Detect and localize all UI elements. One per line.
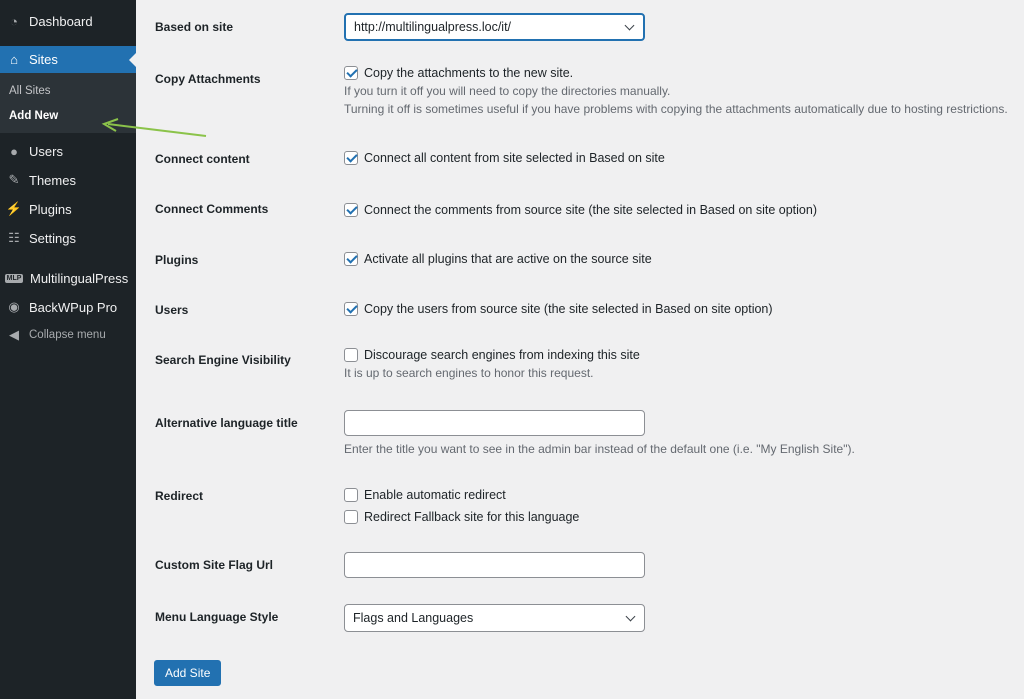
menu-label: Dashboard <box>29 13 93 29</box>
label-flag-url: Custom Site Flag Url <box>155 558 274 572</box>
label-search-visibility: Search Engine Visibility <box>155 353 291 367</box>
label-connect-content: Connect content <box>155 152 250 166</box>
label-alt-title: Alternative language title <box>155 416 298 430</box>
label-menu-style: Menu Language Style <box>155 610 279 624</box>
chevron-down-icon <box>626 611 636 621</box>
checkbox-label: Discourage search engines from indexing this site <box>364 348 640 362</box>
checkbox-label: Copy the attachments to the new site. <box>364 66 574 80</box>
description: Turning it off is sometimes useful if you have problems with copying the attachments automatically due to hosting restrictions. <box>344 102 1008 116</box>
users-checkbox[interactable] <box>344 302 358 316</box>
menu-label: Users <box>29 143 63 159</box>
submenu-add-new[interactable]: Add New <box>9 110 59 122</box>
sites-submenu <box>0 73 136 133</box>
menu-themes[interactable] <box>0 165 136 195</box>
plugins-checkbox[interactable] <box>344 252 358 266</box>
submenu-all-sites[interactable]: All Sites <box>9 85 51 97</box>
sites-icon: ⌂ <box>10 52 18 67</box>
menu-label: Themes <box>29 172 76 188</box>
chevron-down-icon <box>625 20 635 30</box>
checkbox-label: Connect all content from site selected in Based on site <box>364 151 665 165</box>
checkbox-label: Connect the comments from source site (the site selected in Based on site option) <box>364 203 818 217</box>
menu-multilingualpress[interactable] <box>0 263 136 293</box>
mlp-icon <box>3 270 25 286</box>
menu-settings[interactable] <box>0 223 136 253</box>
redirect-fallback-checkbox[interactable] <box>344 510 358 524</box>
select-value: http://multilingualpress.loc/it/ <box>354 20 512 34</box>
checkbox-label: Redirect Fallback site for this language <box>364 510 580 524</box>
label-based-on-site: Based on site <box>155 20 234 34</box>
menu-label: MultilingualPress <box>30 270 129 286</box>
search-visibility-checkbox[interactable] <box>344 348 358 362</box>
auto-redirect-checkbox[interactable] <box>344 488 358 502</box>
themes-icon: ✎ <box>8 172 20 187</box>
connect-comments-checkbox[interactable] <box>344 203 358 217</box>
collapse-menu-button[interactable] <box>0 320 136 350</box>
label-plugins: Plugins <box>155 253 199 267</box>
label-redirect: Redirect <box>155 489 204 503</box>
menu-style-select[interactable] <box>344 604 645 632</box>
description: If you turn it off you will need to copy the directories manually. <box>344 84 671 98</box>
checkbox-label: Copy the users from source site (the site selected in Based on site option) <box>364 302 773 316</box>
mlp-badge: MLP <box>6 274 22 282</box>
alt-title-input[interactable] <box>344 410 645 436</box>
menu-label: Collapse menu <box>29 329 106 341</box>
plugins-icon: ⚡ <box>5 201 23 216</box>
menu-label: Sites <box>29 52 58 67</box>
menu-users[interactable] <box>0 136 136 166</box>
collapse-icon: ◀ <box>9 327 19 342</box>
label-users: Users <box>155 303 189 317</box>
based-on-site-select[interactable] <box>344 13 645 41</box>
dashboard-icon: ◔ <box>10 13 18 29</box>
label-copy-attachments: Copy Attachments <box>155 72 261 86</box>
backwpup-icon: ◉ <box>8 299 20 314</box>
menu-sites[interactable] <box>0 46 136 73</box>
add-site-button[interactable]: Add Site <box>154 660 221 686</box>
flag-url-input[interactable] <box>344 552 645 578</box>
users-icon: ● <box>10 143 18 159</box>
menu-plugins[interactable] <box>0 194 136 224</box>
select-value: Flags and Languages <box>353 611 474 625</box>
checkbox-label: Enable automatic redirect <box>364 488 506 502</box>
menu-label: BackWPup Pro <box>29 299 118 315</box>
admin-sidebar <box>0 0 136 699</box>
checkbox-label: Activate all plugins that are active on the source site <box>364 252 652 266</box>
menu-label: Settings <box>29 230 76 246</box>
copy-attachments-checkbox[interactable] <box>344 66 358 80</box>
description: It is up to search engines to honor this request. <box>344 366 594 380</box>
menu-label: Plugins <box>29 201 72 217</box>
connect-content-checkbox[interactable] <box>344 151 358 165</box>
settings-icon: ☷ <box>8 230 20 245</box>
menu-backwpup[interactable] <box>0 292 136 322</box>
description: Enter the title you want to see in the admin bar instead of the default one (i.e. "My English Site"). <box>344 442 855 456</box>
menu-dashboard[interactable] <box>0 6 136 36</box>
label-connect-comments: Connect Comments <box>155 202 269 216</box>
